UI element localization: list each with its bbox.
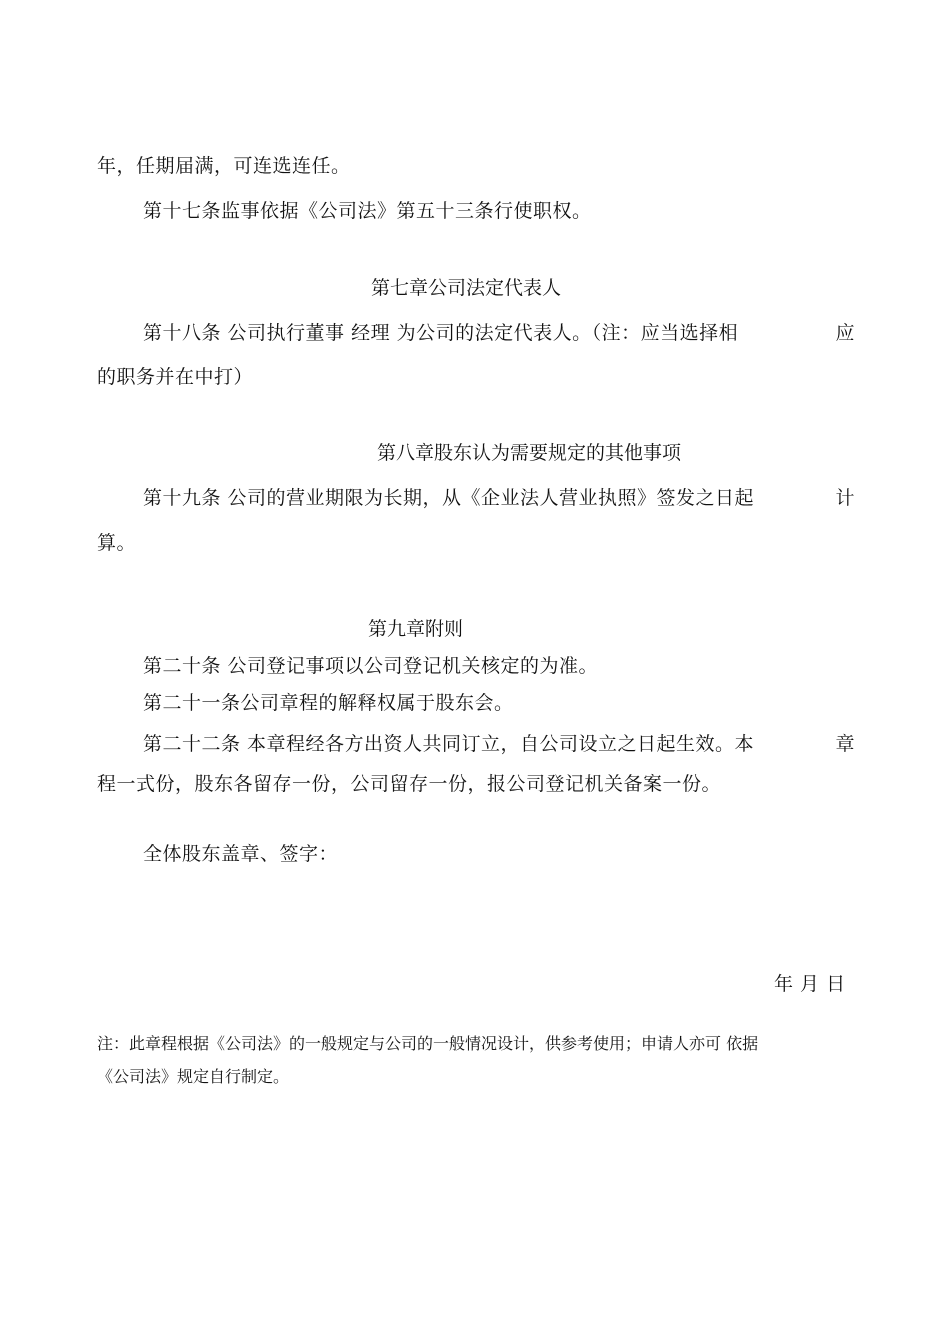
article-19-continuation: 计: [835, 487, 855, 509]
article-21: 第二十一条公司章程的解释权属于股东会。: [143, 692, 514, 714]
article-18-continuation: 应: [835, 322, 855, 344]
article-18-line-1: [143, 321, 855, 345]
article-19-text: 第十九条 公司的营业期限为长期，从《企业法人营业执照》签发之日起: [143, 487, 755, 509]
article-16-tail: 年，任期届满，可连选连任。: [97, 155, 351, 177]
footnote-line-2: 《公司法》规定自行制定。: [97, 1067, 290, 1086]
footnote-line-1: 注：此章程根据《公司法》的一般规定与公司的一般情况设计，供参考使用；申请人亦可 依据: [97, 1034, 759, 1053]
article-22-text: 第二十二条 本章程经各方出资人共同订立，自公司设立之日起生效。本: [143, 733, 755, 755]
chapter-7-heading: 第七章公司法定代表人: [371, 277, 562, 299]
article-19-line-2: 算。: [97, 532, 137, 554]
signature-label: 全体股东盖章、签字：: [143, 843, 339, 865]
date-line: 年 月 日: [774, 973, 846, 995]
article-20: 第二十条 公司登记事项以公司登记机关核定的为准。: [143, 655, 599, 677]
article-18-text: 第十八条 公司执行董事 经理 为公司的法定代表人。（注：应当选择相: [143, 322, 739, 344]
chapter-9-heading: 第九章附则: [368, 618, 464, 640]
article-22-line-2: 程一式份，股东各留存一份，公司留存一份，报公司登记机关备案一份。: [97, 773, 722, 795]
article-22-line-1: [143, 732, 855, 756]
article-17: 第十七条监事依据《公司法》第五十三条行使职权。: [143, 200, 592, 222]
chapter-8-heading: 第八章股东认为需要规定的其他事项: [377, 442, 682, 464]
article-18-line-2: 的职务并在中打）: [97, 366, 254, 388]
article-19-line-1: [143, 486, 855, 510]
article-22-continuation: 章: [835, 733, 855, 755]
